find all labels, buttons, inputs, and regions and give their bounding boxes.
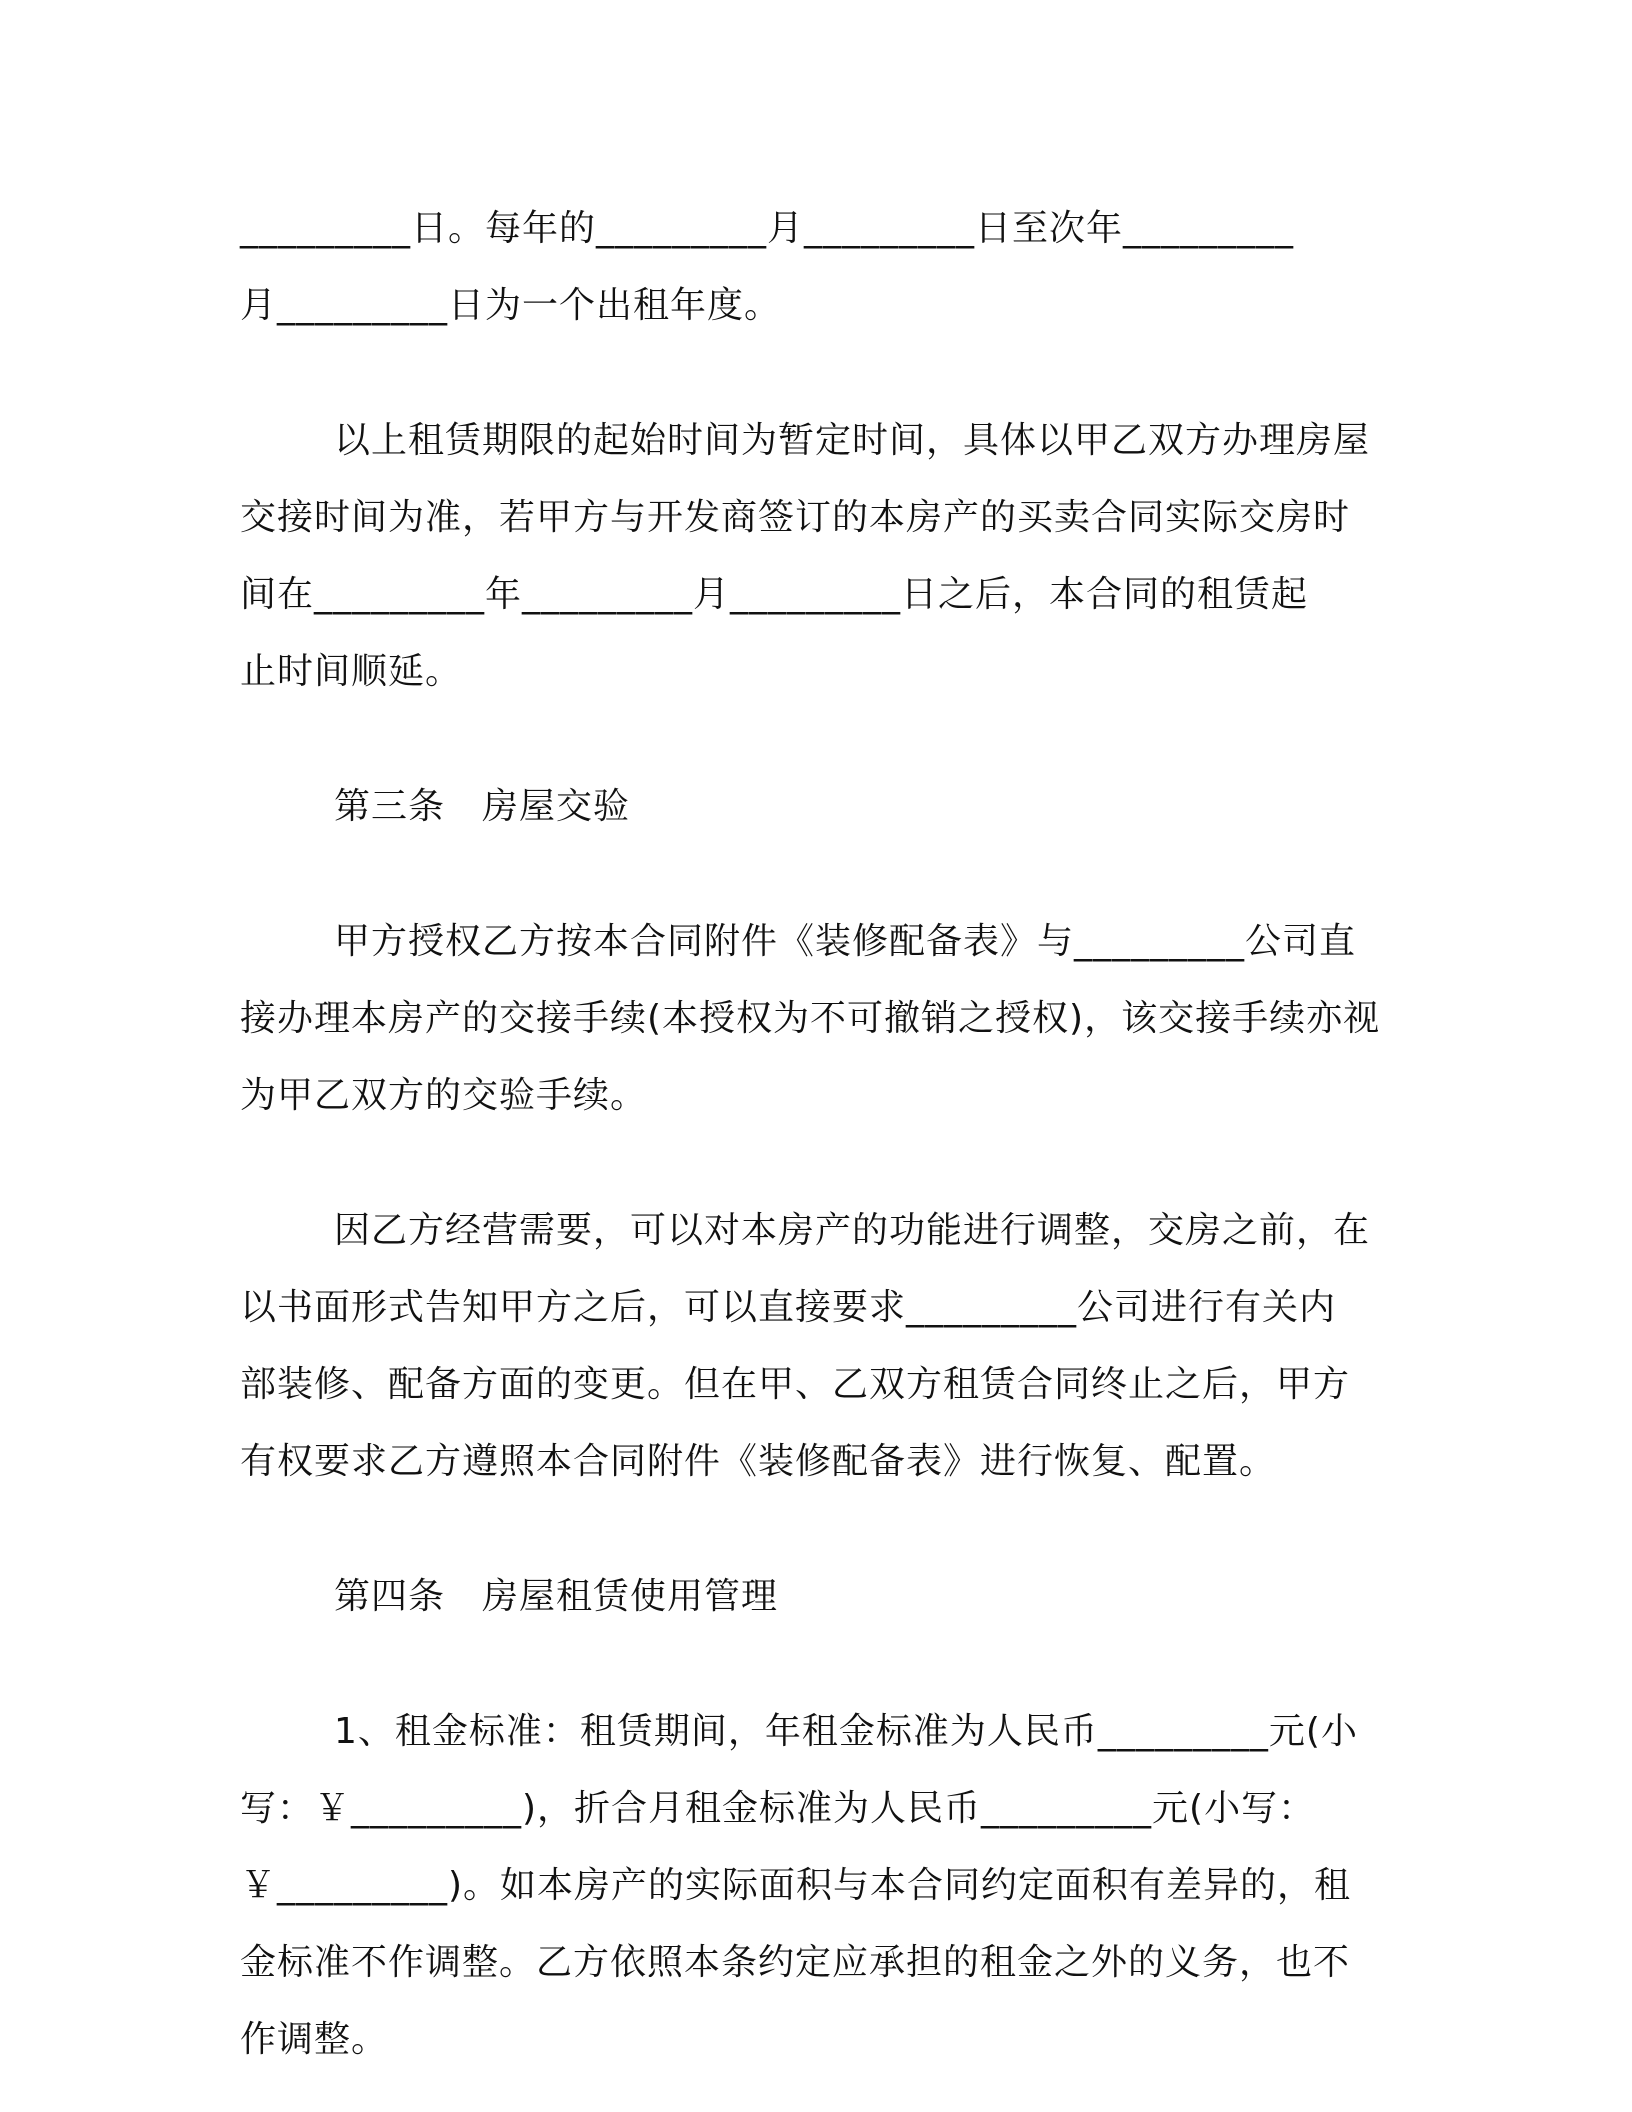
paragraph-handover [240,903,1390,1134]
paragraph-rent-standard [240,1693,1390,2078]
text-line: 交接时间为准，若甲方与开发商签订的本房产的买卖合同实际交房时 [240,497,1351,538]
text-line: 月_________日为一个出租年度。 [240,285,782,326]
text-line: 金标准不作调整。乙方依照本条约定应承担的租金之外的义务，也不 [240,1942,1351,1983]
text-line: 止时间顺延。 [240,651,463,692]
text-line: 接办理本房产的交接手续(本授权为不可撤销之授权)，该交接手续亦视 [240,998,1381,1039]
document-body [240,190,1390,2078]
paragraph-rental-year [240,190,1390,344]
text-line: 有权要求乙方遵照本合同附件《装修配备表》进行恢复、配置。 [240,1441,1277,1482]
text-line: 甲方授权乙方按本合同附件《装修配备表》与_________公司直 [334,921,1357,962]
text-line: _________日。每年的_________月_________日至次年_________ [240,208,1295,249]
text-line: 部装修、配备方面的变更。但在甲、乙双方租赁合同终止之后，甲方 [240,1364,1351,1405]
paragraph-renovation [240,1192,1390,1500]
section-heading-article-4 [240,1558,1390,1635]
section-heading-article-3 [240,768,1390,845]
text-line: 以书面形式告知甲方之后，可以直接要求_________公司进行有关内 [240,1287,1337,1328]
text-line: 为甲乙双方的交验手续。 [240,1075,648,1116]
text-line: 以上租赁期限的起始时间为暂定时间，具体以甲乙双方办理房屋 [334,420,1371,461]
text-line: 因乙方经营需要，可以对本房产的功能进行调整，交房之前，在 [334,1210,1371,1251]
text-line: 作调整。 [240,2019,389,2060]
text-line: 写：￥_________)，折合月租金标准为人民币_________元(小写： [240,1788,1316,1829]
text-line: 1、租金标准：租赁期间，年租金标准为人民币_________元(小 [334,1711,1358,1752]
paragraph-lease-term [240,402,1390,710]
text-line: ￥_________)。如本房产的实际面积与本合同约定面积有差异的，租 [240,1865,1352,1906]
text-line: 间在_________年_________月_________日之后，本合同的租赁起 [240,574,1309,615]
heading-line: 第四条 房屋租赁使用管理 [334,1576,779,1617]
heading-line: 第三条 房屋交验 [334,786,631,827]
